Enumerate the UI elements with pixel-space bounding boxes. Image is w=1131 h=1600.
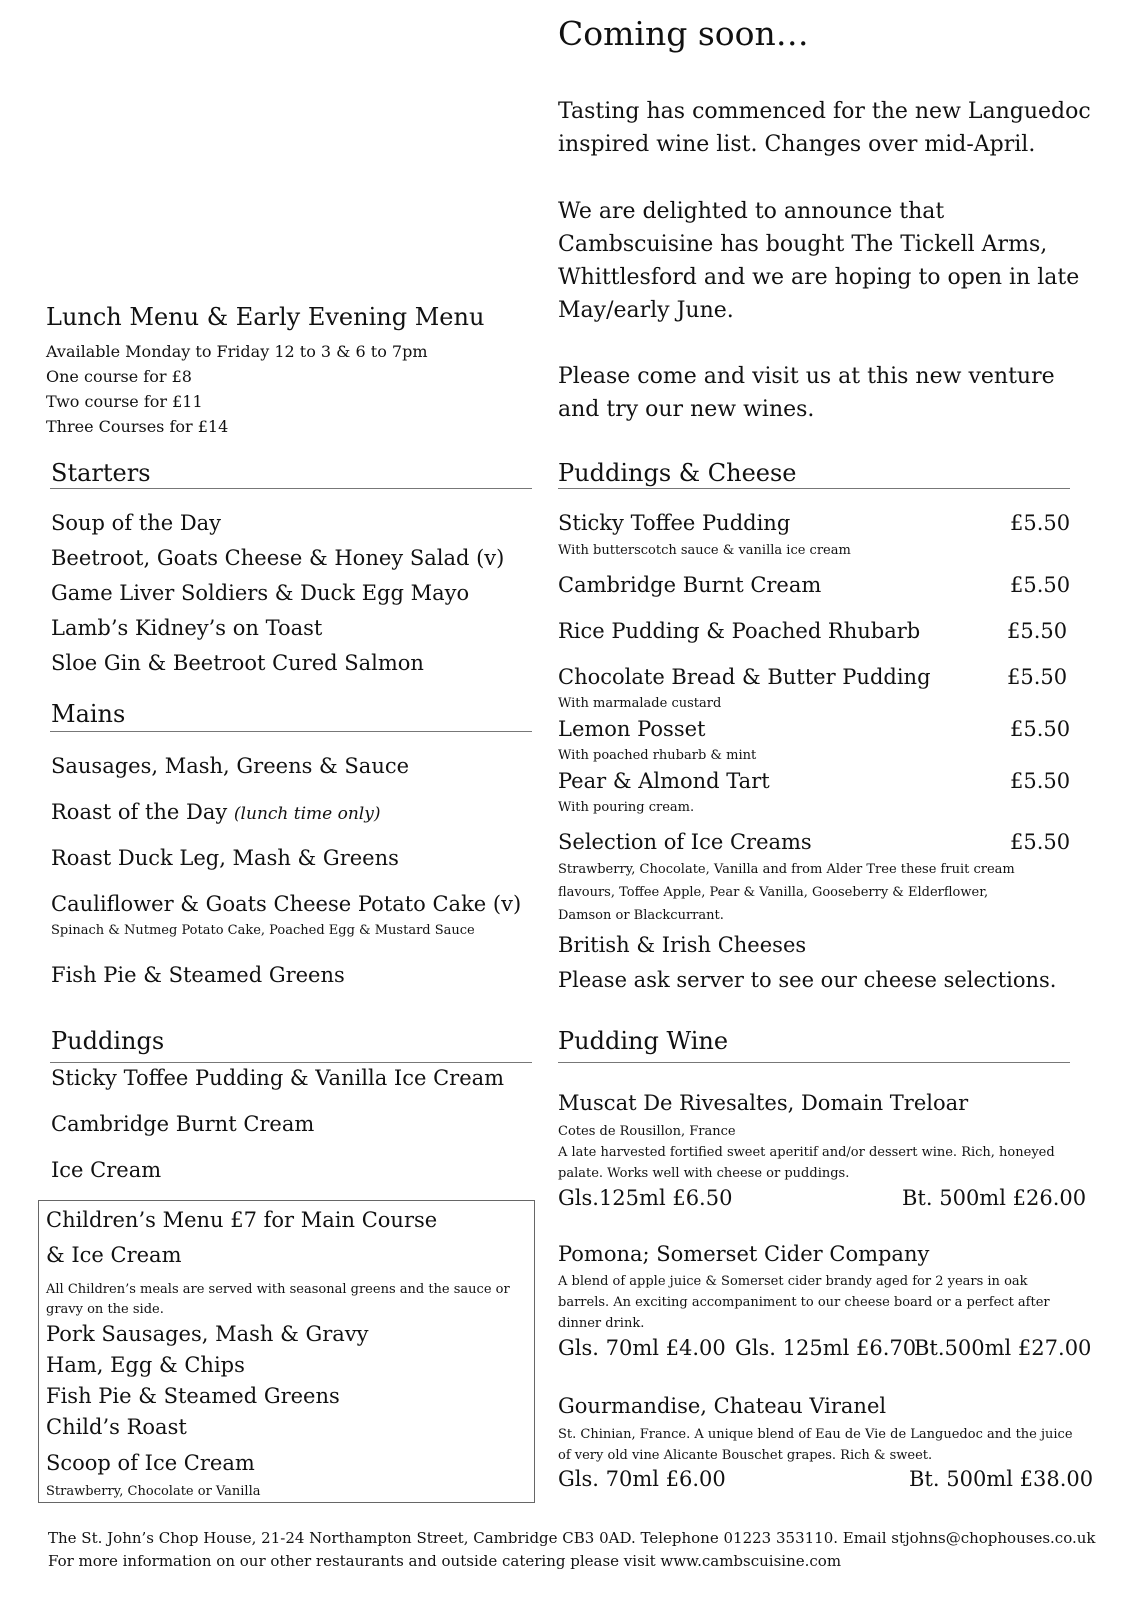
- wine-name: Gourmandise, Chateau Viranel: [558, 1394, 887, 1418]
- starter-item: Soup of the Day: [51, 511, 222, 535]
- pudding-description: Strawberry, Chocolate, Vanilla and from Alder Tree these fruit cream: [558, 862, 1015, 877]
- coming-soon-text: Tasting has commenced for the new Languedoc: [558, 99, 1091, 124]
- wine-bottle-price: Bt. 500ml £38.00: [909, 1467, 1094, 1491]
- childrens-menu-title: & Ice Cream: [46, 1243, 182, 1267]
- pudding-description: With poached rhubarb & mint: [558, 748, 757, 763]
- wine-glass-price: Gls. 70ml £4.00: [558, 1336, 726, 1360]
- section-rule: [558, 1062, 1070, 1063]
- pudding-description: With pouring cream.: [558, 800, 695, 815]
- wine-glass-price: Gls.125ml £6.50: [558, 1186, 733, 1210]
- wine-description: A blend of apple juice & Somerset cider brandy aged for 2 years in oak: [558, 1274, 1028, 1289]
- price: £5.50: [1010, 511, 1071, 535]
- announcement-text: We are delighted to announce that: [558, 199, 945, 224]
- wine-bottle-price: Bt. 500ml £26.00: [902, 1186, 1087, 1210]
- main-item-note: (lunch time only): [233, 804, 381, 824]
- main-item: Sausages, Mash, Greens & Sauce: [51, 754, 410, 778]
- price: £5.50: [1007, 619, 1068, 643]
- main-item-name: Roast of the Day: [51, 800, 234, 824]
- pudding-description: flavours, Toffee Apple, Pear & Vanilla, Gooseberry & Elderflower,: [558, 885, 989, 900]
- lunch-menu-line: Two course for £11: [46, 392, 203, 411]
- lunch-menu-line: Three Courses for £14: [46, 417, 229, 436]
- wine-description: palate. Works well with cheese or puddings.: [558, 1166, 850, 1181]
- childrens-item: Pork Sausages, Mash & Gravy: [46, 1322, 369, 1346]
- price: £5.50: [1007, 665, 1068, 689]
- main-item: Fish Pie & Steamed Greens: [51, 963, 345, 987]
- pudding-item: Sticky Toffee Pudding: [558, 511, 791, 535]
- pudding-item: Cambridge Burnt Cream: [51, 1112, 315, 1136]
- pudding-description: Damson or Blackcurrant.: [558, 908, 724, 923]
- starters-heading: Starters: [51, 459, 151, 487]
- announcement-text: Whittlesford and we are hoping to open in late: [558, 265, 1080, 290]
- starter-item: Lamb’s Kidney’s on Toast: [51, 616, 323, 640]
- wine-description: A late harvested fortified sweet aperitif and/or dessert wine. Rich, honeyed: [558, 1145, 1055, 1160]
- pudding-item: Cambridge Burnt Cream: [558, 573, 822, 597]
- wine-description: of very old vine Alicante Bouschet grapes. Rich & sweet.: [558, 1448, 933, 1463]
- announcement-text: Cambscuisine has bought The Tickell Arms,: [558, 232, 1048, 257]
- puddings-cheese-heading: Puddings & Cheese: [558, 459, 797, 487]
- puddings-heading: Puddings: [51, 1027, 165, 1055]
- pudding-item: Rice Pudding & Poached Rhubarb: [558, 619, 921, 643]
- announcement-text: May/early June.: [558, 298, 734, 323]
- childrens-menu-title: Children’s Menu £7 for Main Course: [46, 1208, 438, 1232]
- coming-soon-title: Coming soon…: [558, 14, 809, 53]
- wine-name: Muscat De Rivesaltes, Domain Treloar: [558, 1091, 969, 1115]
- pudding-item: Ice Cream: [51, 1158, 162, 1182]
- pudding-wine-heading: Pudding Wine: [558, 1027, 729, 1055]
- pudding-item: Pear & Almond Tart: [558, 769, 770, 793]
- wine-description: St. Chinian, France. A unique blend of Eau de Vie de Languedoc and the juice: [558, 1427, 1073, 1442]
- pudding-item: Lemon Posset: [558, 717, 706, 741]
- childrens-item: Fish Pie & Steamed Greens: [46, 1384, 340, 1408]
- price: £5.50: [1010, 769, 1071, 793]
- invitation-text: Please come and visit us at this new venture: [558, 364, 1055, 389]
- main-item: Roast Duck Leg, Mash & Greens: [51, 846, 399, 870]
- starter-item: Sloe Gin & Beetroot Cured Salmon: [51, 651, 424, 675]
- childrens-item: Scoop of Ice Cream: [46, 1451, 255, 1475]
- wine-description: barrels. An exciting accompaniment to our cheese board or a perfect after: [558, 1295, 1050, 1310]
- lunch-menu-line: One course for £8: [46, 367, 192, 386]
- wine-glass-price: Gls. 125ml £6.70: [735, 1336, 917, 1360]
- price: £5.50: [1010, 573, 1071, 597]
- section-rule: [50, 488, 532, 489]
- childrens-item: Child’s Roast: [46, 1415, 187, 1439]
- section-rule: [50, 1062, 532, 1063]
- childrens-item-description: Strawberry, Chocolate or Vanilla: [46, 1484, 261, 1499]
- mains-heading: Mains: [51, 700, 126, 728]
- price: £5.50: [1010, 830, 1071, 854]
- wine-name: Pomona; Somerset Cider Company: [558, 1242, 930, 1266]
- main-item-description: Spinach & Nutmeg Potato Cake, Poached Egg & Mustard Sauce: [51, 923, 475, 938]
- lunch-menu-title: Lunch Menu & Early Evening Menu: [46, 303, 485, 331]
- childrens-item: Ham, Egg & Chips: [46, 1353, 245, 1377]
- cheese-description: Please ask server to see our cheese selections.: [558, 968, 1057, 992]
- wine-bottle-price: Bt.500ml £27.00: [914, 1336, 1092, 1360]
- main-item: Cauliflower & Goats Cheese Potato Cake (v): [51, 892, 522, 916]
- childrens-menu-note: All Children’s meals are served with seasonal greens and the sauce or gravy on the side.: [46, 1282, 510, 1317]
- wine-description: dinner drink.: [558, 1316, 645, 1331]
- pudding-item: Chocolate Bread & Butter Pudding: [558, 665, 931, 689]
- pudding-item: Sticky Toffee Pudding & Vanilla Ice Cream: [51, 1066, 505, 1090]
- footer-info: For more information on our other restaurants and outside catering please visit www.cambscuisine.com: [48, 1552, 842, 1570]
- price: £5.50: [1010, 717, 1071, 741]
- section-rule: [50, 731, 532, 732]
- lunch-menu-line: Available Monday to Friday 12 to 3 & 6 to 7pm: [46, 342, 428, 361]
- coming-soon-text: inspired wine list. Changes over mid-April.: [558, 132, 1036, 157]
- cheese-title: British & Irish Cheeses: [558, 933, 807, 957]
- wine-glass-price: Gls. 70ml £6.00: [558, 1467, 726, 1491]
- wine-origin: Cotes de Rousillon, France: [558, 1124, 736, 1139]
- starter-item: Beetroot, Goats Cheese & Honey Salad (v): [51, 546, 505, 570]
- footer-address: The St. John’s Chop House, 21-24 Northampton Street, Cambridge CB3 0AD. Telephone 01223 353110. Email stjohns@chophouses.co.uk: [48, 1529, 1096, 1547]
- pudding-description: With marmalade custard: [558, 696, 722, 711]
- pudding-item: Selection of Ice Creams: [558, 830, 812, 854]
- main-item: [51, 800, 380, 824]
- starter-item: Game Liver Soldiers & Duck Egg Mayo: [51, 581, 470, 605]
- section-rule: [558, 488, 1070, 489]
- pudding-description: With butterscotch sauce & vanilla ice cream: [558, 543, 851, 558]
- invitation-text: and try our new wines.: [558, 397, 815, 422]
